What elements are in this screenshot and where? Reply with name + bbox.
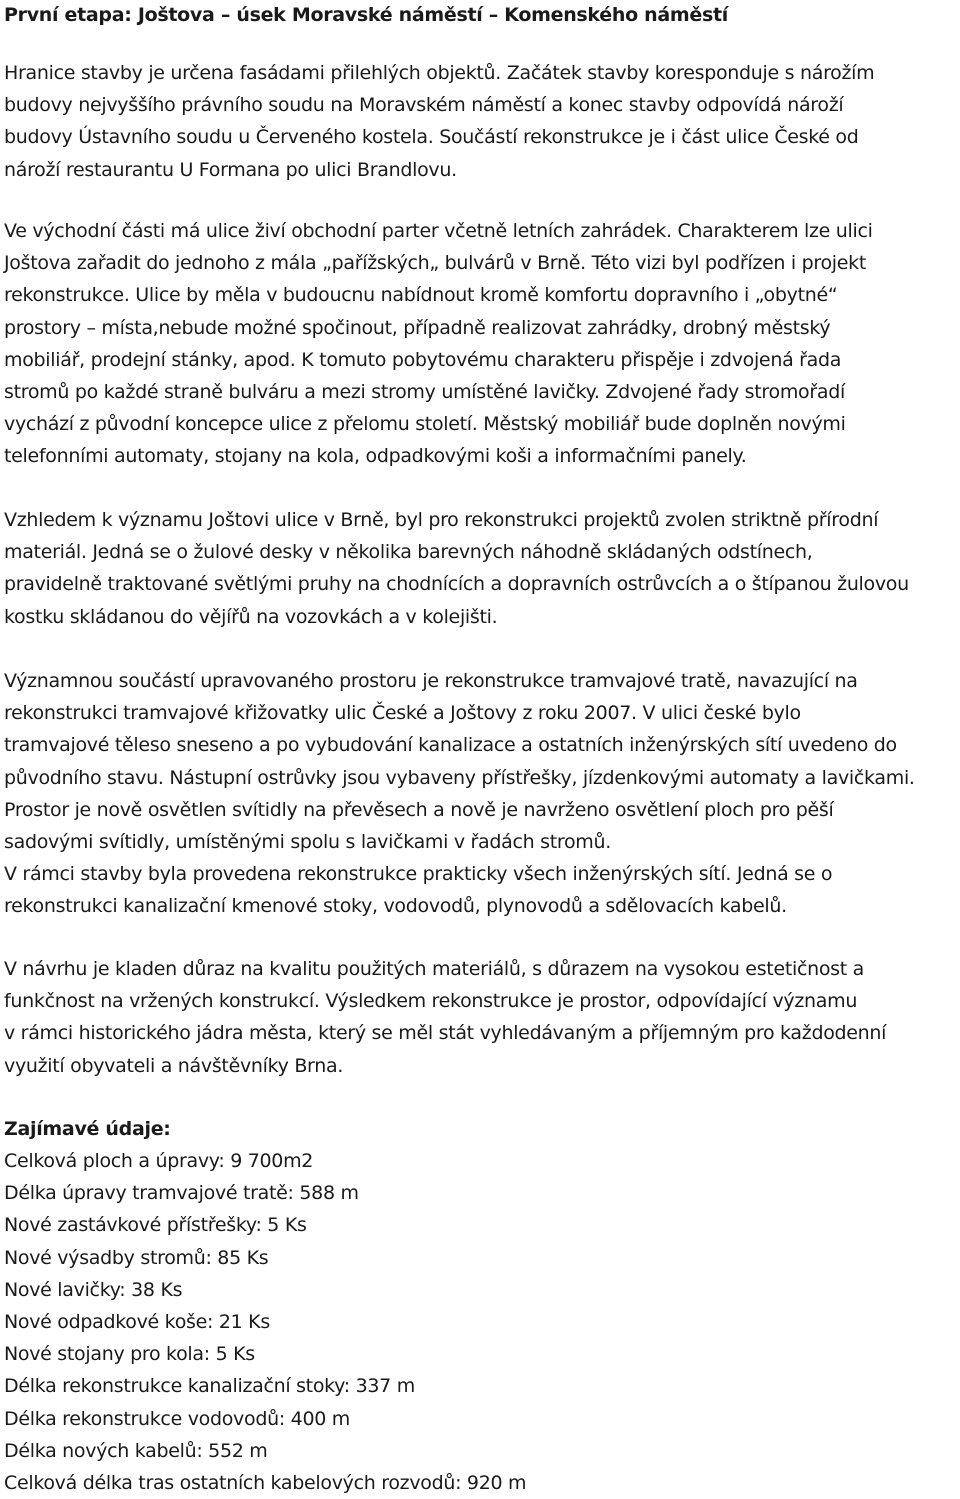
facts-heading: Zajímavé údaje: xyxy=(4,1118,171,1140)
text-line: tramvajové těleso sneseno a po vybudování kanalizace a ostatních inženýrských sítí uvedeno do xyxy=(4,734,897,757)
text-line: V návrhu je kladen důraz na kvalitu použitých materiálů, s důrazem na vysokou estetičnost a xyxy=(4,958,865,980)
fact-item: Nové výsadby stromů: 85 Ks xyxy=(4,1246,269,1269)
text-line: vychází z původní koncepce ulice z přelomu století. Městský mobiliář bude doplněn novými xyxy=(4,413,846,436)
text-line: Ve východní části má ulice živí obchodní parter včetně letních zahrádek. Charakterem lze ulici xyxy=(4,220,873,242)
document-title: První etapa: Joštova – úsek Moravské náměstí – Komenského náměstí xyxy=(4,4,728,26)
text-line: pravidelně traktované světlými pruhy na chodnících a dopravních ostrůvcích a o štípanou žulovou xyxy=(4,573,909,596)
fact-item: Délka rekonstrukce kanalizační stoky: 337 m xyxy=(4,1375,415,1398)
fact-item: Celková ploch a úpravy: 9 700m2 xyxy=(4,1150,314,1172)
facts-list xyxy=(4,1145,526,1499)
fact-item: Nové zastávkové přístřešky: 5 Ks xyxy=(4,1214,307,1237)
fact-item: Nové odpadkové koše: 21 Ks xyxy=(4,1311,270,1334)
text-line: rekonstrukci tramvajové křižovatky ulic České a Joštovy z roku 2007. V ulici české bylo xyxy=(4,702,801,725)
text-line: telefonními automaty, stojany na kola, odpadkovými koši a informačními panely. xyxy=(4,445,747,468)
fact-item: Délka nových kabelů: 552 m xyxy=(4,1439,268,1462)
text-line: kostku skládanou do vějířů na vozovkách a v kolejišti. xyxy=(4,605,498,628)
fact-item: Délka úpravy tramvajové tratě: 588 m xyxy=(4,1182,359,1205)
paragraph-project-boundaries xyxy=(4,57,956,186)
text-line: rekonstrukci kanalizační kmenové stoky, vodovodů, plynovodů a sdělovacích kabelů. xyxy=(4,895,787,918)
text-line: v rámci historického jádra města, který se měl stát vyhledávaným a příjemným pro každodenní xyxy=(4,1022,887,1045)
text-line: budovy Ústavního soudu u Červeného kostela. Součástí rekonstrukce je i část ulice České od xyxy=(4,126,859,149)
paragraph-street-character xyxy=(4,215,956,473)
text-line: původního stavu. Nástupní ostrůvky jsou vybaveny přístřešky, jízdenkovými automaty a lavičkami. xyxy=(4,766,915,789)
text-line: Prostor je nově osvětlen svítidly na převěsech a nově je navrženo osvětlení ploch pro pěší xyxy=(4,798,834,821)
paragraph-tram-reconstruction xyxy=(4,665,956,923)
fact-item: Délka rekonstrukce vodovodů: 400 m xyxy=(4,1407,350,1430)
text-line: funkčnost na vržených konstrukcí. Výsledkem rekonstrukce je prostor, odpovídající významu xyxy=(4,990,858,1013)
text-line: Vzhledem k významu Joštovi ulice v Brně, byl pro rekonstrukci projektů zvolen striktně přírodní xyxy=(4,509,879,531)
text-line: V rámci stavby byla provedena rekonstrukce prakticky všech inženýrských sítí. Jedná se o xyxy=(4,863,833,886)
text-line: materiál. Jedná se o žulové desky v několika barevných náhodně skládaných odstínech, xyxy=(4,541,813,564)
text-line: Joštova zařadit do jednoho z mála „pařížských„ bulvárů v Brně. Této vizi byl podřízen i projekt xyxy=(4,252,867,275)
text-line: stromů po každé straně bulváru a mezi stromy umístěné lavičky. Zdvojené řady stromořadí xyxy=(4,381,845,404)
text-line: mobiliář, prodejní stánky, apod. K tomuto pobytovému charakteru přispěje i zdvojená řada xyxy=(4,348,842,371)
text-line: prostory – místa,nebude možné spočinout, případně realizovat zahrádky, drobný městský xyxy=(4,316,831,339)
text-line: budovy nejvyššího právního soudu na Moravském náměstí a konec stavby odpovídá nároží xyxy=(4,94,844,117)
fact-item: Nové lavičky: 38 Ks xyxy=(4,1278,183,1301)
fact-item: Nové stojany pro kola: 5 Ks xyxy=(4,1343,255,1366)
text-line: Hranice stavby je určena fasádami přilehlých objektů. Začátek stavby koresponduje s nárožím xyxy=(4,62,875,84)
text-line: využití obyvateli a návštěvníky Brna. xyxy=(4,1054,344,1077)
paragraph-materials xyxy=(4,504,956,633)
text-line: nároží restaurantu U Formana po ulici Brandlovu. xyxy=(4,158,457,181)
text-line: Významnou součástí upravovaného prostoru je rekonstrukce tramvajové tratě, navazující na xyxy=(4,670,858,692)
fact-item: Celková délka tras ostatních kabelových rozvodů: 920 m xyxy=(4,1472,527,1495)
text-line: rekonstrukce. Ulice by měla v budoucnu nabídnout kromě komfortu dopravního i „obytné“ xyxy=(4,284,838,307)
paragraph-design-emphasis xyxy=(4,953,956,1082)
text-line: sadovými svítidly, umístěnými spolu s lavičkami v řadách stromů. xyxy=(4,831,611,854)
